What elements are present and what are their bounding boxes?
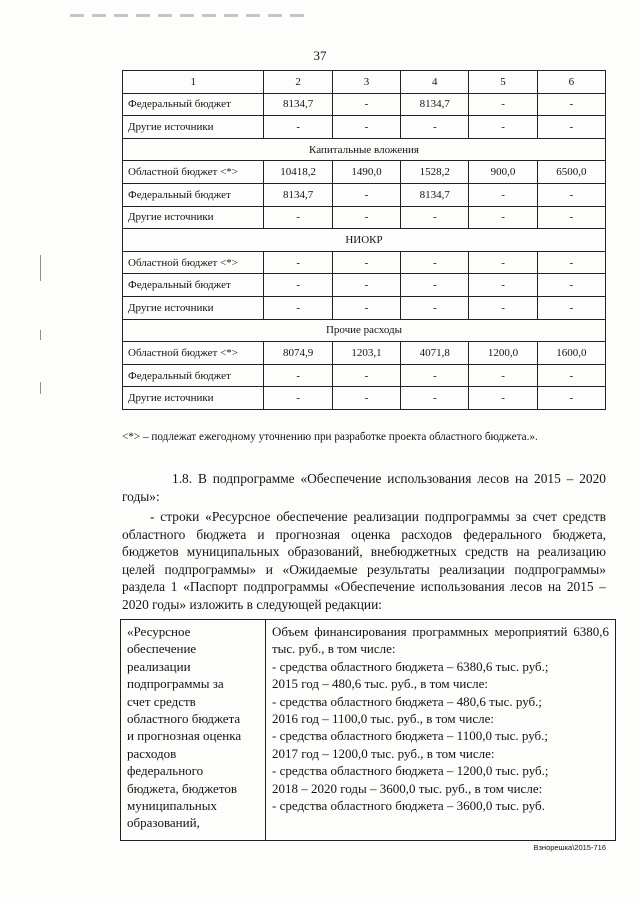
section-title: Капитальные вложения — [123, 138, 606, 161]
section-1-8-heading: 1.8. В подпрограмме «Обеспечение использования лесов на 2015 – 2020 годы»: — [122, 471, 606, 504]
table-cell: - — [332, 364, 400, 387]
table-cell: 10418,2 — [264, 161, 332, 184]
table-cell: - — [264, 387, 332, 410]
table-cell: - — [264, 274, 332, 297]
resource-label-line: подпрограммы за — [127, 676, 224, 692]
resource-value-line: 2015 год – 480,6 тыс. руб., в том числе: — [272, 676, 488, 692]
table-cell: - — [264, 296, 332, 319]
column-header: 6 — [537, 71, 605, 94]
table-cell: - — [332, 274, 400, 297]
footnote: <*> – подлежат ежегодному уточнению при разработке проекта областного бюджета.». — [122, 431, 538, 443]
table-row — [123, 161, 606, 184]
column-header: 2 — [264, 71, 332, 94]
table-header-row — [123, 71, 606, 94]
resource-value-line: - средства областного бюджета – 1100,0 тыс. руб.; — [272, 728, 549, 744]
page-number: 37 — [313, 48, 327, 63]
table-cell: - — [469, 296, 537, 319]
table-cell: - — [332, 183, 400, 206]
budget-table — [122, 70, 606, 410]
resource-label-cell — [121, 620, 266, 841]
resource-label-line: федерального — [127, 763, 204, 779]
footer-code: Взнорешка\2015-716 — [533, 843, 606, 852]
row-label: Федеральный бюджет — [123, 183, 264, 206]
instruction-paragraph: - строки «Ресурсное обеспечение реализации подпрограммы за счет средств областного бюджета и прогнозная оценка расходов федерального бюджета, бюджетов муниципальных образований, внебюджетных средств на реализацию целей подпрограммы» и «Ожидаемые результаты реализации подпрограммы» раздела 1 «Паспорт подпрограммы «Обеспечение использования лесов на 2015 – 2020 годы» изложить в следующей редакции: — [122, 509, 606, 612]
table-cell: - — [332, 93, 400, 116]
row-label: Другие источники — [123, 206, 264, 229]
section-row — [123, 319, 606, 342]
table-cell: - — [537, 116, 605, 139]
margin-mark — [40, 382, 41, 394]
table-cell: 8134,7 — [401, 183, 469, 206]
table-row — [123, 116, 606, 139]
table-cell: - — [332, 387, 400, 410]
row-label: Областной бюджет <*> — [123, 161, 264, 184]
resource-value-line: - средства областного бюджета – 480,6 тыс. руб.; — [272, 693, 543, 709]
section-title: Прочие расходы — [123, 319, 606, 342]
table-cell: - — [469, 364, 537, 387]
table-cell: - — [332, 116, 400, 139]
table-cell: - — [401, 364, 469, 387]
row-label: Областной бюджет <*> — [123, 251, 264, 274]
table-cell: - — [537, 183, 605, 206]
table-cell: - — [469, 387, 537, 410]
table-cell: - — [401, 206, 469, 229]
column-header: 4 — [401, 71, 469, 94]
column-header: 3 — [332, 71, 400, 94]
resource-label-line: образований, — [127, 815, 200, 831]
resource-value-line: 2018 – 2020 годы – 3600,0 тыс. руб., в том числе: — [272, 780, 543, 796]
resource-label-line: обеспечение — [127, 641, 197, 657]
resource-label-line: и прогнозная оценка — [127, 728, 242, 744]
table-cell: 6500,0 — [537, 161, 605, 184]
table-cell: 4071,8 — [401, 342, 469, 365]
scan-artifact-top — [70, 14, 310, 17]
table-row — [123, 364, 606, 387]
table-row — [123, 296, 606, 319]
table-cell: - — [469, 206, 537, 229]
table-cell: 1200,0 — [469, 342, 537, 365]
table-cell: - — [264, 206, 332, 229]
table-cell: 1490,0 — [332, 161, 400, 184]
resource-value-line: 2017 год – 1200,0 тыс. руб., в том числе: — [272, 745, 495, 761]
table-cell: 1528,2 — [401, 161, 469, 184]
table-cell: - — [401, 116, 469, 139]
column-header: 1 — [123, 71, 264, 94]
table-row — [123, 274, 606, 297]
row-label: Другие источники — [123, 296, 264, 319]
table-cell: - — [401, 251, 469, 274]
section-row — [123, 138, 606, 161]
table-cell: - — [469, 93, 537, 116]
table-cell: - — [264, 251, 332, 274]
margin-mark — [40, 255, 41, 281]
resource-label-line: муниципальных — [127, 798, 218, 814]
row-label: Федеральный бюджет — [123, 364, 264, 387]
table-cell: 8134,7 — [264, 93, 332, 116]
resource-label-line: расходов — [127, 745, 177, 761]
resource-value-cell — [266, 620, 616, 841]
table-cell: - — [469, 251, 537, 274]
table-cell: 1600,0 — [537, 342, 605, 365]
table-cell: - — [537, 251, 605, 274]
table-cell: 1203,1 — [332, 342, 400, 365]
section-row — [123, 229, 606, 252]
table-cell: - — [469, 274, 537, 297]
row-label: Федеральный бюджет — [123, 93, 264, 116]
table-cell: - — [537, 206, 605, 229]
column-header: 5 — [469, 71, 537, 94]
resource-row — [121, 620, 616, 841]
row-label: Другие источники — [123, 387, 264, 410]
margin-mark — [40, 330, 41, 340]
table-cell: - — [401, 387, 469, 410]
row-label: Другие источники — [123, 116, 264, 139]
resource-label-line: «Ресурсное — [127, 624, 191, 639]
section-title: НИОКР — [123, 229, 606, 252]
table-row — [123, 93, 606, 116]
resource-label-line: реализации — [127, 658, 191, 674]
resource-label-line: областного бюджета — [127, 711, 241, 727]
table-row — [123, 183, 606, 206]
row-label: Областной бюджет <*> — [123, 342, 264, 365]
row-label: Федеральный бюджет — [123, 274, 264, 297]
table-cell: 8134,7 — [264, 183, 332, 206]
table-cell: - — [332, 296, 400, 319]
resource-value-line: 2016 год – 1100,0 тыс. руб., в том числе: — [272, 711, 494, 727]
table-cell: - — [264, 116, 332, 139]
table-row — [123, 342, 606, 365]
table-cell: 8074,9 — [264, 342, 332, 365]
resource-label-line: бюджета, бюджетов — [127, 780, 237, 796]
resource-value-line: Объем финансирования программных мероприятий 6380,6 тыс. руб., в том числе: — [272, 624, 609, 657]
table-cell: - — [332, 251, 400, 274]
table-cell: - — [537, 364, 605, 387]
resource-value-line: - средства областного бюджета – 6380,6 тыс. руб.; — [272, 658, 549, 674]
table-row — [123, 251, 606, 274]
table-cell: - — [537, 387, 605, 410]
resource-value-line: - средства областного бюджета – 3600,0 тыс. руб. — [272, 798, 545, 814]
table-cell: - — [469, 116, 537, 139]
table-cell: - — [537, 274, 605, 297]
table-cell: 900,0 — [469, 161, 537, 184]
table-cell: - — [401, 296, 469, 319]
table-cell: - — [401, 274, 469, 297]
table-cell: - — [332, 206, 400, 229]
table-cell: 8134,7 — [401, 93, 469, 116]
resource-table — [120, 619, 616, 841]
table-cell: - — [264, 364, 332, 387]
resource-label-line: счет средств — [127, 693, 196, 709]
resource-value-line: - средства областного бюджета – 1200,0 тыс. руб.; — [272, 763, 549, 779]
table-cell: - — [469, 183, 537, 206]
table-cell: - — [537, 93, 605, 116]
table-row — [123, 387, 606, 410]
table-cell: - — [537, 296, 605, 319]
table-row — [123, 206, 606, 229]
